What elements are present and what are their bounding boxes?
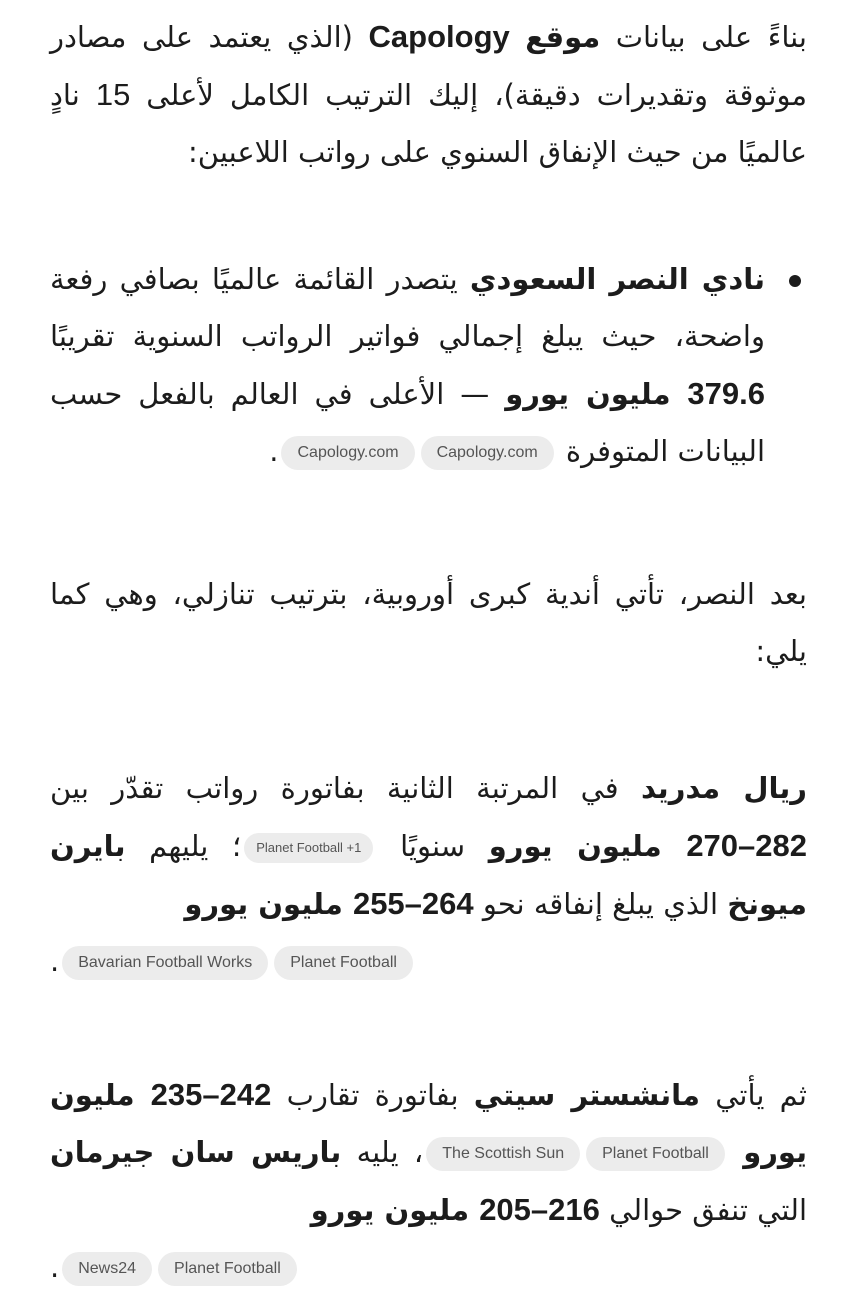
madrid-text-3: ؛ يليهم bbox=[125, 829, 242, 863]
intro-bold-site: موقع bbox=[525, 20, 601, 54]
alnassr-amount: 379.6 bbox=[687, 376, 765, 411]
source-chip-planet-football[interactable]: Planet Football bbox=[158, 1252, 297, 1286]
city-text-1: ثم يأتي bbox=[700, 1078, 807, 1112]
psg-text: التي تنفق حوالي bbox=[599, 1193, 807, 1227]
club-name-bayern: بايرن ميونخ bbox=[50, 829, 807, 921]
after-paragraph: بعد النصر، تأتي أندية كبرى أوروبية، بترتيب تنازلي، وهي كما يلي: bbox=[50, 577, 807, 668]
psg-amount: 205–216 bbox=[479, 1192, 600, 1227]
intro-text-2: (الذي يعتمد على مصادر موثوقة وتقديرات دقيقة)، إليك الترتيب الكامل لأعلى bbox=[50, 20, 807, 112]
alnassr-paragraph bbox=[50, 251, 765, 480]
alnassr-unit: مليون يورو bbox=[505, 377, 688, 411]
city-text-3: ، يليه bbox=[341, 1135, 424, 1169]
madrid-text-2: سنويًا bbox=[376, 829, 489, 863]
city-unit: مليون يورو bbox=[50, 1078, 807, 1169]
source-chip-capology[interactable]: Capology.com bbox=[281, 436, 414, 470]
bayern-unit: مليون يورو bbox=[184, 887, 353, 921]
intro-count: 15 bbox=[95, 77, 131, 112]
source-chip-planet-football[interactable]: Planet Football bbox=[586, 1137, 725, 1171]
intro-paragraph bbox=[50, 8, 807, 181]
city-text-2: بفاتورة تقارب bbox=[271, 1078, 474, 1112]
period: . bbox=[50, 944, 60, 978]
bayern-text: الذي يبلغ إنفاقه نحو bbox=[473, 887, 728, 921]
madrid-amount: 270–282 bbox=[686, 828, 807, 863]
source-chip-bavarian-football-works[interactable]: Bavarian Football Works bbox=[62, 946, 268, 980]
list-item-alnassr bbox=[50, 251, 807, 480]
bayern-amount: 255–264 bbox=[352, 886, 474, 921]
alnassr-text-1: يتصدر القائمة عالميًا بصافي رفعة واضحة، حيث يبلغ إجمالي فواتير الرواتب السنوية تقريبًا bbox=[50, 262, 765, 353]
source-chip-capology[interactable]: Capology.com bbox=[421, 436, 554, 470]
psg-unit: مليون يورو bbox=[310, 1193, 480, 1227]
bullet-dot bbox=[789, 275, 801, 287]
period: . bbox=[50, 1250, 60, 1284]
intro-text-3: نادٍ عالميًا من حيث الإنفاق السنوي على رواتب اللاعبين: bbox=[50, 78, 807, 169]
madrid-paragraph bbox=[50, 760, 807, 933]
city-amount: 235–242 bbox=[150, 1077, 272, 1112]
source-chip-planet-football-plus[interactable]: Planet Football +1 bbox=[244, 833, 373, 863]
source-chip-scottish-sun[interactable]: The Scottish Sun bbox=[426, 1137, 580, 1171]
city-sources bbox=[50, 1239, 807, 1296]
madrid-text-1: في المرتبة الثانية بفاتورة رواتب تقدّر بين bbox=[50, 771, 642, 805]
intro-text-1: بناءً على بيانات bbox=[600, 20, 807, 54]
source-chip-planet-football[interactable]: Planet Football bbox=[274, 946, 413, 980]
club-name-alnassr: نادي النصر السعودي bbox=[469, 262, 765, 296]
period: . bbox=[269, 434, 279, 468]
club-name-psg: باريس سان جيرمان bbox=[50, 1135, 342, 1169]
club-name-man-city: مانشستر سيتي bbox=[473, 1078, 701, 1112]
alnassr-text-2: — الأعلى في العالم بالفعل حسب البيانات المتوفرة bbox=[50, 377, 765, 468]
capology-name: Capology bbox=[368, 19, 510, 54]
space bbox=[728, 1135, 743, 1169]
city-paragraph bbox=[50, 1066, 807, 1239]
madrid-sources bbox=[50, 933, 807, 990]
source-chip-news24[interactable]: News24 bbox=[62, 1252, 152, 1286]
club-name-real-madrid: ريال مدريد bbox=[641, 771, 808, 805]
madrid-unit: مليون يورو bbox=[488, 829, 687, 863]
